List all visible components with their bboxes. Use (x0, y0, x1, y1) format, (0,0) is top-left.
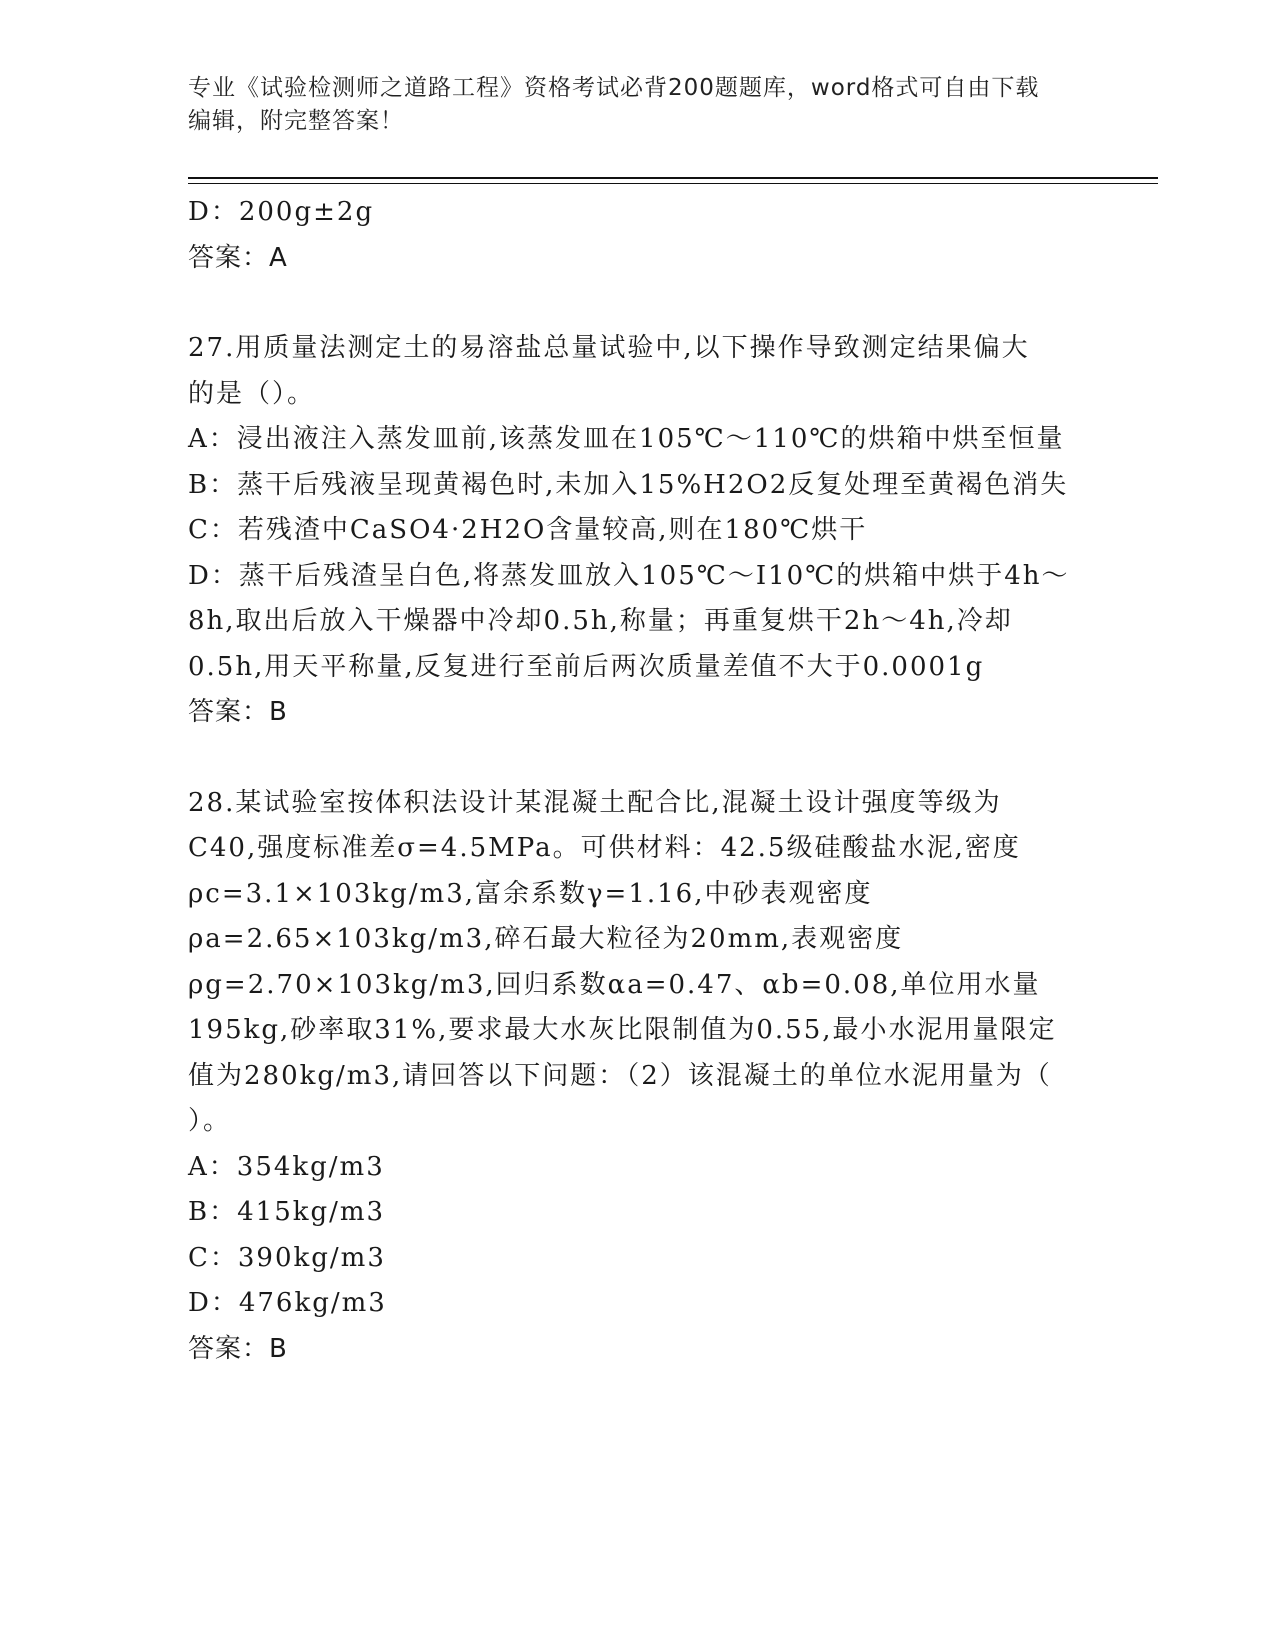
question-stem-line: ρc=3.1×103kg/m3,富余系数γ=1.16,中砂表观密度 (188, 878, 873, 909)
answer-line: 答案：A (188, 242, 288, 273)
header-divider-thin (188, 183, 1158, 184)
question-stem-line: ρg=2.70×103kg/m3,回归系数αa=0.47、αb=0.08,单位用水量 (188, 969, 1041, 1000)
option-d: D：200g±2g (188, 197, 375, 227)
header-divider-thick (188, 177, 1158, 179)
answer-line: 答案：B (188, 697, 288, 727)
option-c: C：若残渣中CaSO4·2H2O含量较高,则在180℃烘干 (188, 515, 868, 545)
question-stem-line: 195kg,砂率取31%,要求最大水灰比限制值为0.55,最小水泥用量限定 (188, 1015, 1057, 1045)
option-c: C：390kg/m3 (188, 1242, 386, 1273)
document-body (188, 190, 1088, 1372)
question-stem-line: C40,强度标准差σ=4.5MPa。可供材料：42.5级硅酸盐水泥,密度 (188, 833, 1021, 863)
question-stem-line: 27.用质量法测定土的易溶盐总量试验中,以下操作导致测定结果偏大 (188, 333, 1030, 363)
question-27 (188, 326, 1088, 736)
option-d: D：蒸干后残渣呈白色,将蒸发皿放入105℃～I10℃的烘箱中烘于4h～ (188, 560, 1070, 591)
question-stem-line: ρa=2.65×103kg/m3,碎石最大粒径为20mm,表观密度 (188, 924, 904, 954)
question-stem-line: ）。 (188, 1106, 232, 1136)
question-stem-line: 28.某试验室按体积法设计某混凝土配合比,混凝土设计强度等级为 (188, 787, 1002, 818)
question-stem-line: 值为280kg/m3,请回答以下问题：（2）该混凝土的单位水泥用量为（ (188, 1060, 1052, 1091)
option-b: B：蒸干后残液呈现黄褐色时,未加入15%H2O2反复处理至黄褐色消失 (188, 469, 1069, 500)
option-b: B：415kg/m3 (188, 1197, 386, 1227)
question-stem-line: 的是（）。 (188, 378, 316, 409)
answer-line: 答案：B (188, 1333, 288, 1364)
option-a: A：浸出液注入蒸发皿前,该蒸发皿在105℃～110℃的烘箱中烘至恒量 (188, 424, 1065, 454)
document-header (188, 72, 1068, 138)
header-line-2: 编辑，附完整答案！ (188, 108, 404, 134)
option-a: A：354kg/m3 (188, 1151, 385, 1182)
question-28 (188, 781, 1088, 1373)
header-line-1: 专业《试验检测师之道路工程》资格考试必背200题题库，word格式可自由下载 (188, 75, 1040, 101)
option-d-continued: 0.5h,用天平称量,反复进行至前后两次质量差值不大于0.0001g (188, 651, 985, 682)
previous-question-tail (188, 190, 1088, 281)
option-d-continued: 8h,取出后放入干燥器中冷却0.5h,称量；再重复烘干2h～4h,冷却 (188, 606, 1013, 636)
spacer (188, 281, 1088, 326)
option-d: D：476kg/m3 (188, 1288, 387, 1318)
spacer (188, 736, 1088, 781)
